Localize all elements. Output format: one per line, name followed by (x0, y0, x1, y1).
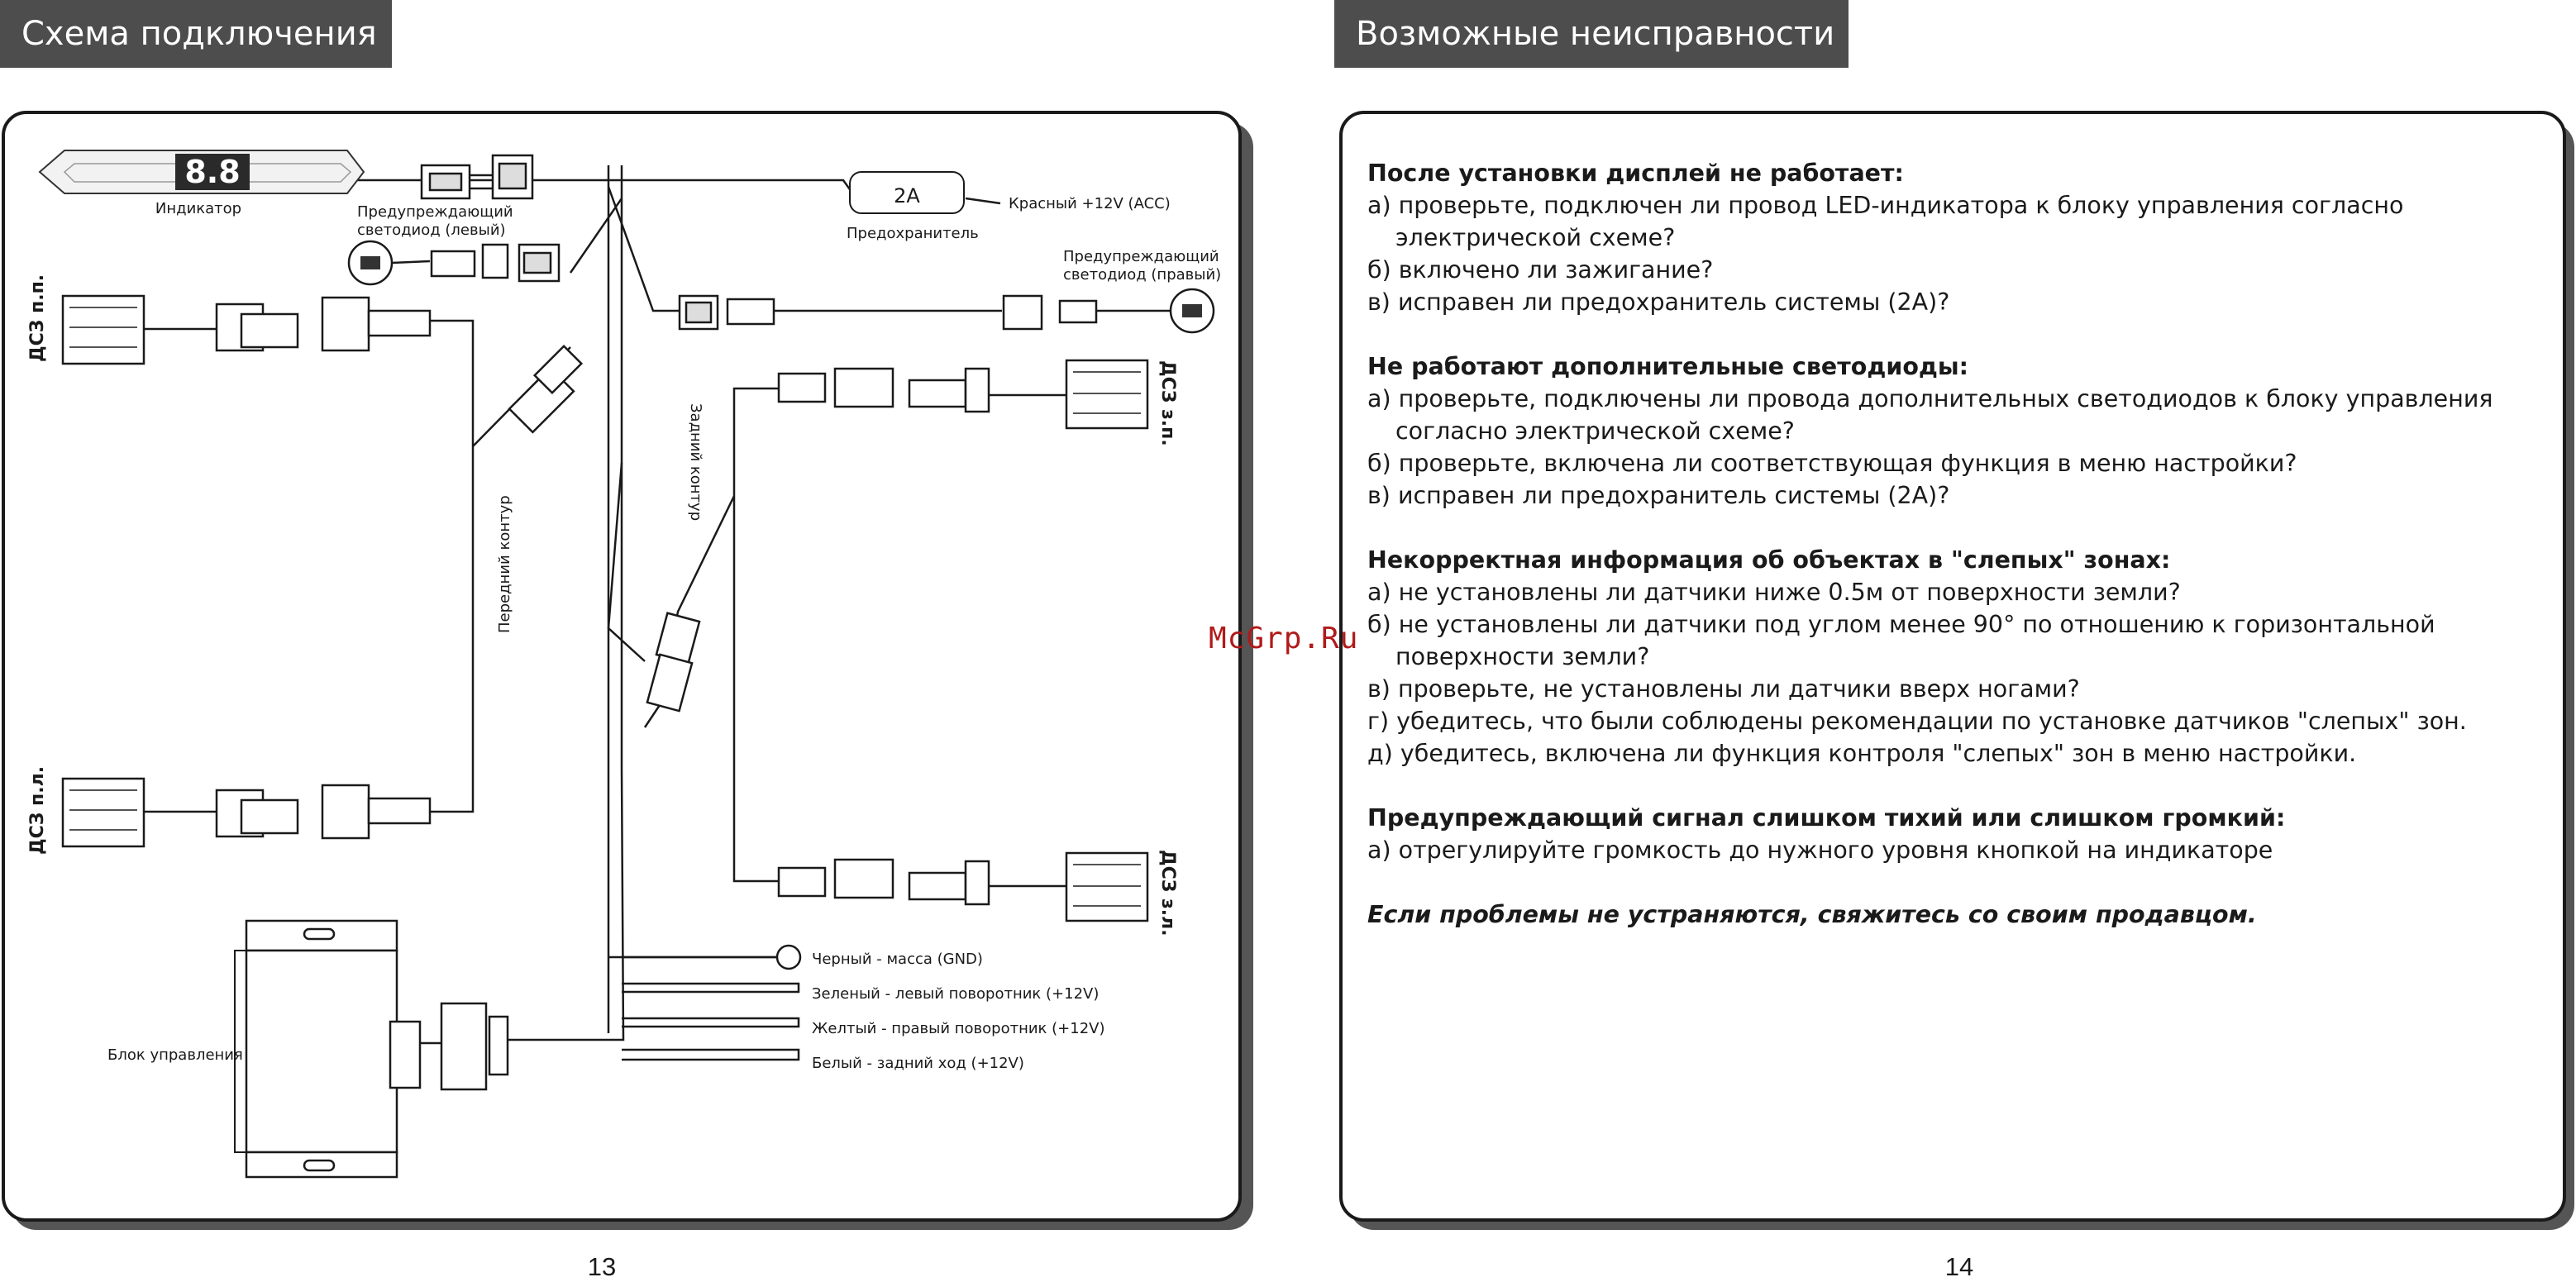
list-item: д) убедитесь, включена ли функция контроля "слепых" зон в меню настройки. (1367, 740, 2357, 767)
page-number-left: 13 (587, 1252, 617, 1281)
sensor-rear-left (734, 413, 1147, 921)
label-wire-white: Белый - задний ход (+12V) (812, 1055, 1024, 1072)
label-wire-green: Зеленый - левый поворотник (+12V) (812, 985, 1100, 1003)
section-title: Предупреждающий сигнал слишком тихий или слишком громкий: (1367, 804, 2286, 832)
indicator-connector (422, 155, 532, 198)
label-led-right-2: светодиод (правый) (1063, 266, 1222, 284)
label-sensor-rear-right: ДСЗ з.п. (1157, 360, 1178, 446)
label-sensor-rear-left: ДСЗ з.л. (1157, 850, 1178, 936)
fuse-value: 2A (894, 184, 920, 207)
list-item: в) проверьте, не установлены ли датчики вверх ногами? (1367, 675, 2080, 703)
indicator-unit (40, 150, 364, 193)
list-item: а) не установлены ли датчики ниже 0.5м от поверхности земли? (1367, 579, 2181, 606)
label-led-right-1: Предупреждающий (1063, 248, 1219, 265)
label-wire-black: Черный - масса (GND) (812, 951, 983, 968)
list-item: б) проверьте, включена ли соответствующая функция в меню настройки? (1367, 450, 2297, 477)
indicator-display-digits: 8.8 (184, 154, 241, 190)
list-item: а) проверьте, подключены ли провода дополнительных светодиодов к блоку управления согласно электрической схеме? (1367, 385, 2493, 445)
list-item: в) исправен ли предохранитель системы (2А)? (1367, 288, 1950, 316)
page-number-right: 14 (1944, 1252, 1974, 1281)
final-note: Если проблемы не устраняются, свяжитесь со своим продавцом. (1367, 901, 2257, 928)
label-sensor-front-right: ДСЗ п.п. (27, 274, 48, 362)
ground-ring (622, 946, 800, 969)
list-item: в) исправен ли предохранитель системы (2А)? (1367, 482, 1950, 509)
label-fuse: Предохранитель (847, 225, 979, 242)
section-display (1367, 157, 2525, 318)
label-sensor-front-left: ДСЗ п.л. (27, 765, 48, 855)
list-item: а) отрегулируйте громкость до нужного уровня кнопкой на индикаторе (1367, 836, 2273, 864)
section-volume (1367, 802, 2525, 866)
rear-loop-connector (645, 496, 734, 727)
label-wire-yellow: Желтый - правый поворотник (+12V) (812, 1020, 1105, 1037)
section-title: После установки дисплей не работает: (1367, 160, 1904, 187)
label-led-left-1: Предупреждающий (357, 203, 513, 221)
sensor-front-left (63, 430, 473, 846)
list-item: г) убедитесь, что были соблюдены рекомендации по установке датчиков "слепых" зон. (1367, 708, 2467, 735)
label-indicator: Индикатор (155, 200, 242, 217)
troubleshooting-content (1367, 157, 2525, 931)
section-leds (1367, 350, 2525, 512)
label-front-loop: Передний контур (496, 495, 513, 633)
list-item: а) проверьте, подключен ли провод LED-индикатора к блоку управления согласно электрической схеме? (1367, 192, 2404, 251)
right-warning-led (680, 289, 1214, 332)
label-control-unit: Блок управления (107, 1046, 243, 1064)
sensor-rear-right (734, 360, 1147, 428)
watermark: McGrp.Ru (1209, 622, 1359, 655)
list-item: б) не установлены ли датчики под углом менее 90° по отношению к горизонтальной поверхности земли? (1367, 611, 2435, 670)
label-rear-loop: Задний контур (687, 403, 704, 522)
page-header-right: Возможные неисправности (1334, 0, 1849, 68)
section-blind-zones (1367, 544, 2525, 770)
label-red-wire: Красный +12V (ACC) (1009, 195, 1171, 212)
fuse (850, 172, 964, 213)
section-title: Некорректная информация об объектах в "слепых" зонах: (1367, 546, 2171, 574)
front-loop-connector (473, 346, 581, 446)
page-header-left: Схема подключения (0, 0, 392, 68)
label-led-left-2: светодиод (левый) (357, 222, 506, 239)
control-unit (235, 921, 508, 1177)
sensor-front-right (63, 296, 473, 430)
left-warning-led (349, 241, 559, 284)
list-item: б) включено ли зажигание? (1367, 256, 1714, 284)
section-title: Не работают дополнительные светодиоды: (1367, 353, 1969, 380)
